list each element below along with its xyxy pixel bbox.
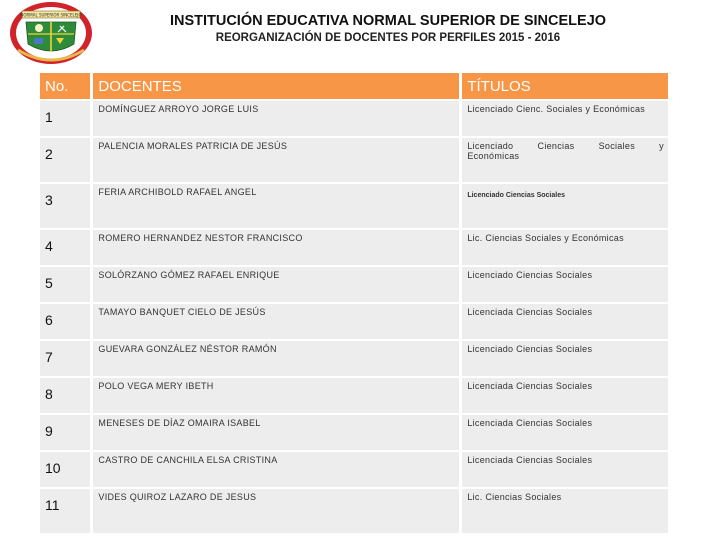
school-shield-logo [8,0,94,66]
teacher-title: Licenciado Cienc. Sociales y Económicas [462,101,668,136]
row-number: 2 [40,138,90,182]
teacher-name: POLO VEGA MERY IBETH [93,378,459,413]
row-number: 3 [40,184,90,228]
row-number: 7 [40,341,90,376]
title-word: Ciencias [537,141,575,151]
row-number: 9 [40,415,90,450]
table-row [40,452,668,487]
teacher-name: DOMÍNGUEZ ARROYO JORGE LUIS [93,101,459,136]
table-row [40,341,668,376]
teacher-title: Licenciado Ciencias Sociales [462,341,668,376]
teacher-title: Licenciado Ciencias Sociales [462,267,668,302]
table-row [40,184,668,228]
table-row [40,267,668,302]
row-number: 10 [40,452,90,487]
table-row [40,378,668,413]
title-word: Sociales [598,141,636,151]
column-header-teachers: DOCENTES [93,73,459,99]
teacher-title: Licenciada Ciencias Sociales [462,452,668,487]
teacher-title-line-1 [467,141,664,151]
column-header-titles: TÍTULOS [462,73,668,99]
teacher-name: PALENCIA MORALES PATRICIA DE JESÚS [93,138,459,182]
row-number: 4 [40,230,90,265]
table-row [40,489,668,533]
teacher-name: SOLÓRZANO GÓMEZ RAFAEL ENRIQUE [93,267,459,302]
table-row [40,415,668,450]
teacher-title: Licenciado Ciencias Sociales [462,184,668,228]
logo-banner-text: NORMAL SUPERIOR SINCELEJO [20,12,82,18]
teacher-title: Licenciada Ciencias Sociales [462,378,668,413]
table-row [40,230,668,265]
teachers-table [37,71,671,535]
teacher-name: GUEVARA GONZÁLEZ NÉSTOR RAMÓN [93,341,459,376]
row-number: 11 [40,489,90,533]
teacher-title [462,138,668,182]
row-number: 1 [40,101,90,136]
teacher-name: VIDES QUIROZ LAZARO DE JESUS [93,489,459,533]
table-row [40,304,668,339]
teacher-name: ROMERO HERNANDEZ NESTOR FRANCISCO [93,230,459,265]
teacher-title: Lic. Ciencias Sociales [462,489,668,533]
row-number: 6 [40,304,90,339]
teacher-title: Lic. Ciencias Sociales y Económicas [462,230,668,265]
teacher-title: Licenciada Ciencias Sociales [462,304,668,339]
teacher-name: MENESES DE DÍAZ OMAIRA ISABEL [93,415,459,450]
table-header-row [40,73,668,99]
column-header-number: No. [40,73,90,99]
teacher-name: TAMAYO BANQUET CIELO DE JESÚS [93,304,459,339]
teacher-title-line-2: Económicas [467,151,520,161]
table-row [40,101,668,136]
row-number: 5 [40,267,90,302]
page-title: INSTITUCIÓN EDUCATIVA NORMAL SUPERIOR DE SINCELEJO [169,13,607,29]
teacher-name: CASTRO DE CANCHILA ELSA CRISTINA [93,452,459,487]
row-number: 8 [40,378,90,413]
title-word: Licenciado [467,141,514,151]
teacher-title: Licenciada Ciencias Sociales [462,415,668,450]
table-row [40,138,668,182]
teacher-name: FERIA ARCHIBOLD RAFAEL ANGEL [93,184,459,228]
title-word: y [659,141,664,151]
page-subtitle: REORGANIZACIÓN DE DOCENTES POR PERFILES 2015 - 2016 [215,32,561,44]
